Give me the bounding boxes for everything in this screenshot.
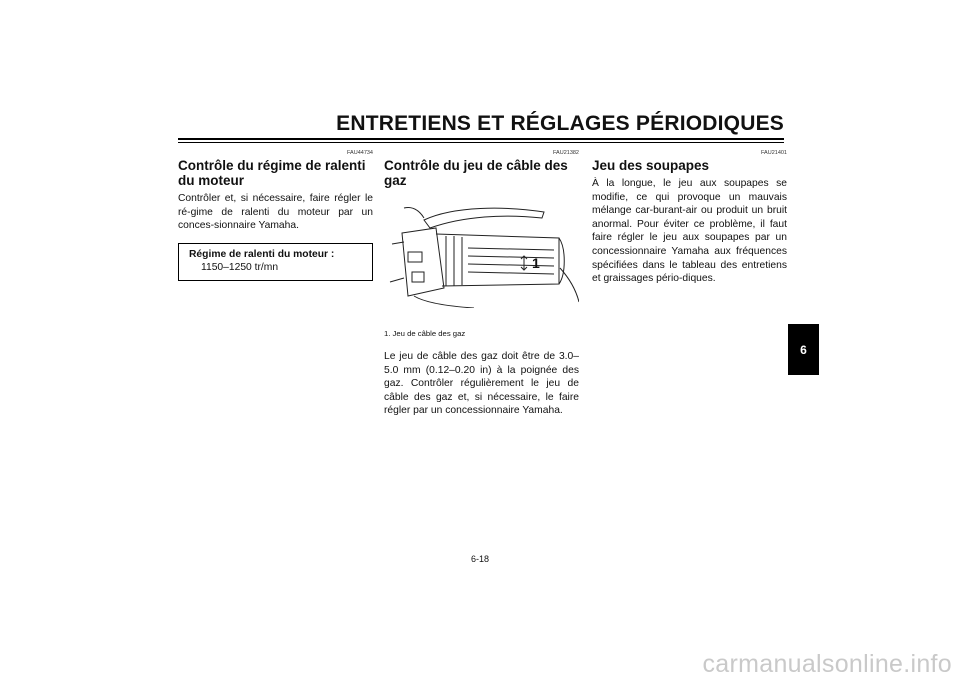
section-text: Contrôler et, si nécessaire, faire régler le ré-gime de ralenti du moteur par un conces-sionnaire Yamaha.	[178, 193, 373, 232]
section-code: FAU21382	[553, 150, 579, 156]
section-title: Jeu des soupapes	[592, 158, 710, 173]
column-idle-speed	[178, 150, 373, 281]
page-number: 6-18	[470, 554, 489, 564]
throttle-grip-illustration	[384, 198, 579, 308]
section-text: Le jeu de câble des gaz doit être de 3.0–5.0 mm (0.12–0.20 in) à la poignée des gaz. Contrôler régulièrement le jeu de câble des gaz et, si nécessaire, le faire régler par un concessionnaire Yamaha.	[384, 351, 579, 417]
watermark: carmanualsonline.info	[702, 650, 952, 678]
section-title: Contrôle du régime de ralenti du moteur	[178, 158, 366, 188]
column-throttle-cable	[384, 150, 579, 418]
chapter-tab: 6	[788, 324, 819, 375]
section-title: Contrôle du jeu de câble des gaz	[384, 158, 568, 188]
header-rule-thin	[178, 142, 784, 143]
section-code: FAU21401	[761, 150, 787, 156]
figure-callout: 1	[532, 255, 540, 271]
column-valve-clearance	[592, 150, 787, 286]
spec-label: Régime de ralenti du moteur :	[189, 248, 335, 260]
section-text: À la longue, le jeu aux soupapes se modifie, ce qui provoque un mauvais mélange car-burant-air ou produit un bruit anormal. Pour éviter ce problème, il faut faire régler le jeu aux soupapes par un concessionnaire Yamaha aux fréquences spécifiées dans le tableau des entretiens et graissages pério-diques.	[592, 178, 787, 285]
section-code: FAU44734	[347, 150, 373, 156]
page-header-title: ENTRETIENS ET RÉGLAGES PÉRIODIQUES	[336, 112, 784, 135]
spec-box	[178, 243, 373, 281]
spec-value: 1150–1250 tr/mn	[201, 261, 279, 273]
figure-caption: 1. Jeu de câble des gaz	[384, 329, 466, 338]
header-rule	[178, 138, 784, 140]
